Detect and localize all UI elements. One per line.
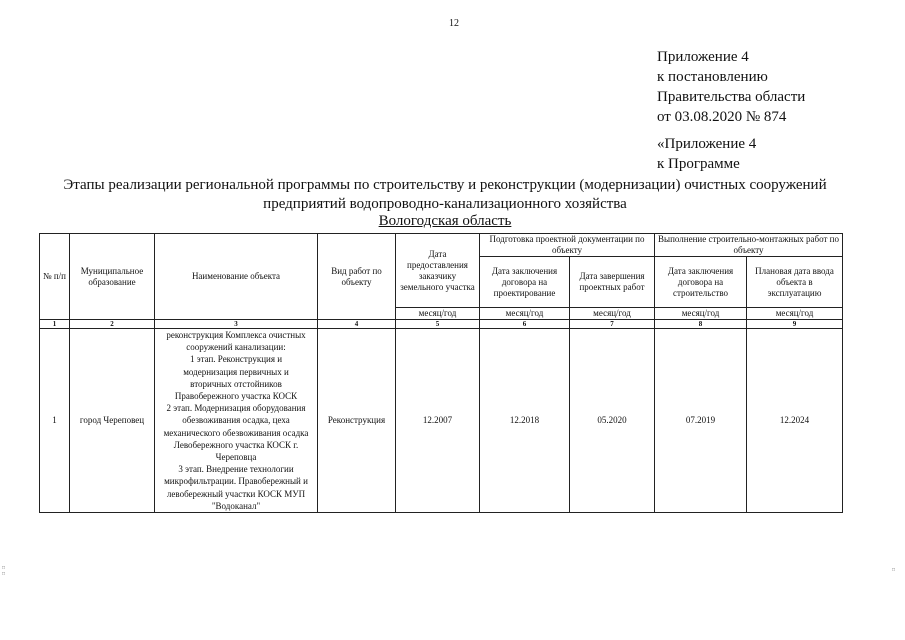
program-appendix-reference (657, 134, 756, 174)
unit-label: месяц/год (396, 308, 480, 320)
column-index: 7 (570, 320, 655, 329)
object-line: микрофильтрации. Правобережный и (164, 476, 308, 487)
object-line: левобережный участки КОСК МУП (166, 488, 306, 499)
header-construction-group: Выполнение строительно-монтажных работ по объекту (655, 234, 843, 257)
header-design-contract: Дата заключения договора на проектирование (480, 257, 570, 308)
region-name: Вологодская область (378, 213, 512, 229)
margin-mark: □ (892, 568, 896, 573)
object-line: модернизация первичных и (183, 366, 289, 377)
object-line: обезвоживания осадка, цеха (182, 415, 290, 426)
object-line: 2 этап. Модернизация оборудования (166, 403, 306, 414)
stages-table (39, 233, 843, 513)
header-municipality: Муниципальное образование (70, 234, 155, 320)
unit-label: месяц/год (480, 308, 570, 320)
header-row (40, 234, 843, 257)
column-index: 2 (70, 320, 155, 329)
row-object-name (155, 329, 318, 513)
row-work-type: Реконструкция (318, 329, 396, 513)
row-construction-contract: 07.2019 (655, 329, 747, 513)
header-design-group: Подготовка проектной документации по объекту (480, 234, 655, 257)
row-design-contract: 12.2018 (480, 329, 570, 513)
column-index: 1 (40, 320, 70, 329)
table-row (40, 329, 843, 513)
appendix-line: к Программе (657, 156, 740, 172)
title-line: Этапы реализации региональной программы по строительству и реконструкции (модернизации) очистных сооружений (63, 177, 827, 193)
appendix-line: Приложение 4 (657, 49, 749, 65)
object-line: "Водоканал" (211, 500, 261, 511)
unit-label: месяц/год (655, 308, 747, 320)
header-design-complete: Дата завершения проектных работ (570, 257, 655, 308)
margin-mark: □ (2, 572, 6, 577)
object-line: Череповца (215, 452, 257, 463)
row-commissioning: 12.2024 (747, 329, 843, 513)
title-line: предприятий водопроводно-канализационного хозяйства (263, 196, 627, 212)
column-index: 8 (655, 320, 747, 329)
object-line: Левобережного участка КОСК г. (173, 439, 299, 450)
column-index: 9 (747, 320, 843, 329)
object-line: механического обезвоживания осадка (163, 427, 309, 438)
page-number: 12 (449, 18, 459, 29)
header-work-type: Вид работ по объекту (318, 234, 396, 320)
unit-label: месяц/год (747, 308, 843, 320)
header-object-name: Наименование объекта (155, 234, 318, 320)
object-line: вторичных отстойников (190, 378, 282, 389)
appendix-reference (657, 47, 805, 127)
margin-marks-right (892, 568, 895, 574)
appendix-line: Правительства области (657, 89, 806, 105)
object-line: сооружений канализации: (186, 342, 286, 353)
column-index-row (40, 320, 843, 329)
row-land-date: 12.2007 (396, 329, 480, 513)
row-num: 1 (40, 329, 70, 513)
header-construction-contract: Дата заключения договора на строительство (655, 257, 747, 308)
unit-label: месяц/год (570, 308, 655, 320)
header-land-date: Дата предоставления заказчику земельного участка (396, 234, 480, 308)
appendix-line: «Приложение 4 (657, 136, 757, 152)
object-line: реконструкция Комплекса очистных (166, 330, 306, 340)
row-municipality: город Череповец (70, 329, 155, 513)
header-num: № п/п (40, 234, 70, 320)
document-title (40, 176, 850, 214)
object-line: 1 этап. Реконструкция и (189, 354, 283, 365)
header-commissioning: Плановая дата ввода объекта в эксплуатацию (747, 257, 843, 308)
column-index: 5 (396, 320, 480, 329)
appendix-line: от 03.08.2020 № 874 (657, 109, 787, 125)
margin-marks-left (2, 566, 5, 578)
object-line: Правобережного участка КОСК (174, 391, 298, 402)
row-design-complete: 05.2020 (570, 329, 655, 513)
column-index: 3 (155, 320, 318, 329)
column-index: 6 (480, 320, 570, 329)
object-line: 3 этап. Внедрение технологии (178, 464, 294, 475)
appendix-line: к постановлению (657, 69, 768, 85)
column-index: 4 (318, 320, 396, 329)
margin-mark: □ (2, 566, 6, 571)
